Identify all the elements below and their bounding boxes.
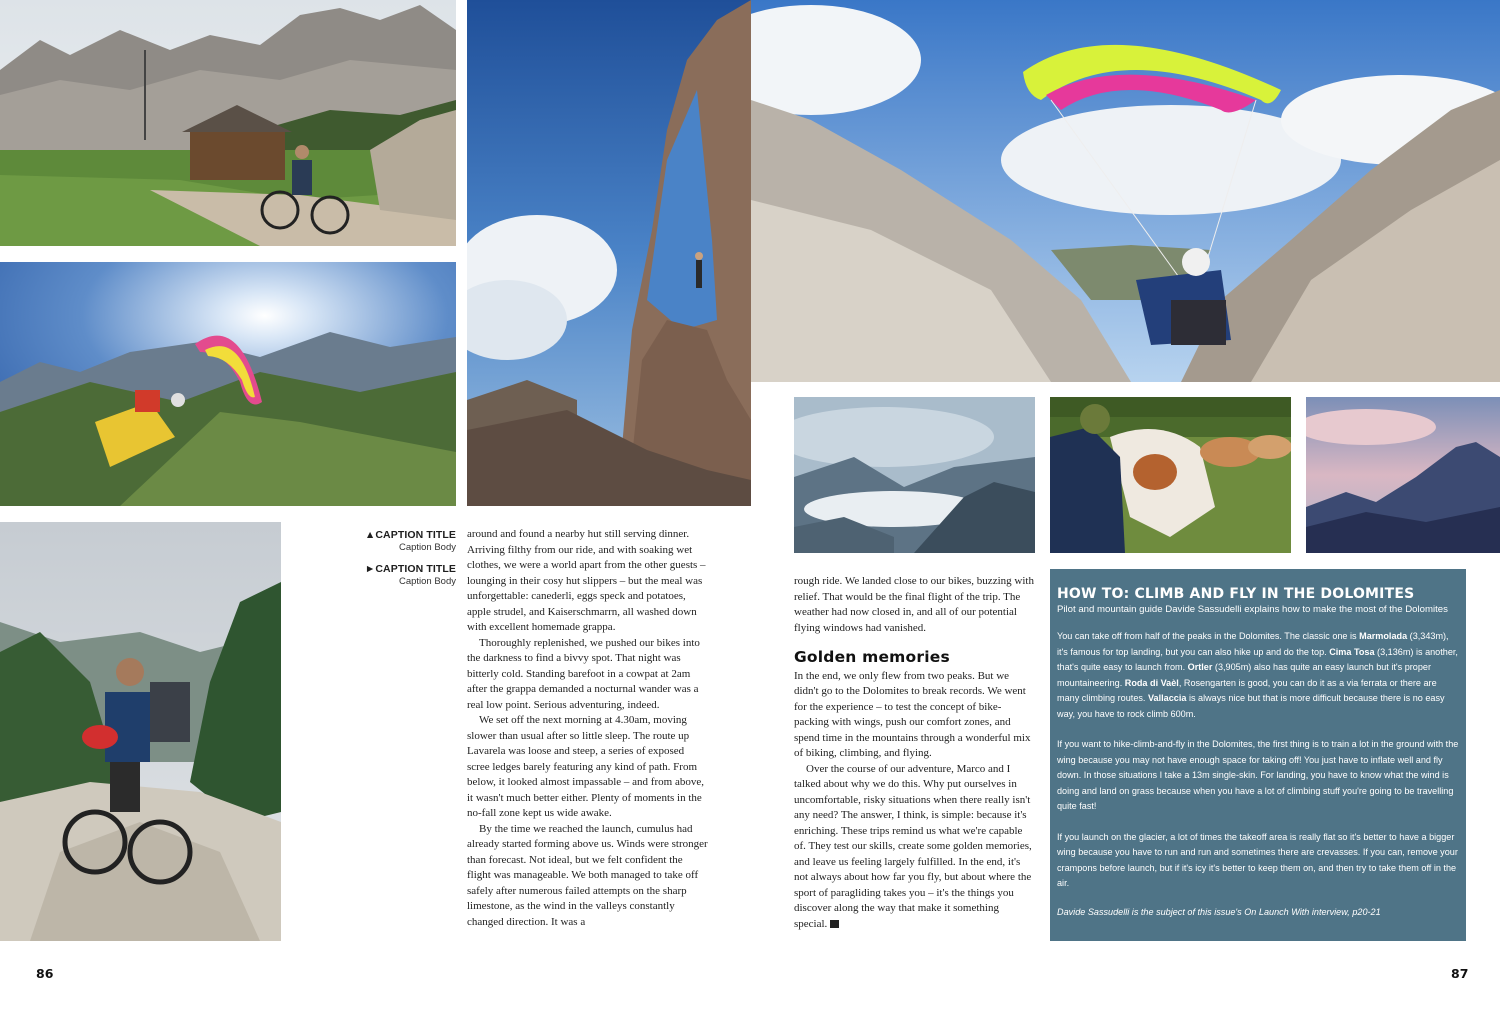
caption-block xyxy=(352,529,456,597)
photo-clouds-in-valley xyxy=(794,397,1035,553)
photo-climber-rock-arch xyxy=(467,0,751,506)
sidebar-paragraph-1 xyxy=(1057,629,1459,722)
paragraph: We set off the next morning at 4.30am, moving slower than usual after so little sleep. The route up Lavarela was loose and steep, a series of exposed scree ledges barely featuring any kind of path. From below, it looked almost impassable – and from above, it wasn't much better either. Plenty of moments in the no-fall zone kept us wide awake. xyxy=(467,714,704,819)
paragraph: Thoroughly replenished, we pushed our bikes into the darkness to find a bivvy spot. That night was bitterly cold. Standing barefoot in a cowpat at 2am after the grappa demanded a nocturnal wander was a real low point. Serious adventuring, indeed. xyxy=(467,636,700,711)
photo-cows-meadow xyxy=(1050,397,1291,553)
peak-name: Vallaccia xyxy=(1147,693,1187,703)
sidebar-text: is always nice but that is more difficult because there is no easy way, you have to rock climb 600m. xyxy=(1057,693,1445,719)
photo-dusk-peaks xyxy=(1306,397,1500,553)
paragraph: rough ride. We landed close to our bikes, buzzing with relief. That would be the final flight of the trip. The weather had now closed in, and all of our potential flying windows had vanished. xyxy=(794,575,1034,634)
article-column-1 xyxy=(467,527,709,930)
photo-bikepacker-trail xyxy=(0,522,281,941)
peak-name: Cima Tosa xyxy=(1329,646,1375,657)
page-number-right: 87 xyxy=(1451,966,1469,981)
photo-paraglider-over-valley xyxy=(0,262,456,506)
sidebar-text: You can take off from half of the peaks in the Dolomites. The classic one is xyxy=(1057,631,1360,641)
caption-body: Caption Body xyxy=(398,576,456,587)
sidebar-text: (3,343m), it's famous for top landing, but you can also hike up and do the top. xyxy=(1057,631,1449,657)
caption-arrow-right-icon: ► xyxy=(364,563,376,575)
sidebar-title: HOW TO: CLIMB AND FLY IN THE DOLOMITES xyxy=(1057,586,1415,602)
sidebar-text: , Rosengarten is good, you can do it as a via ferrata or there are many climbing routes. xyxy=(1057,677,1437,703)
sidebar-subtitle: Pilot and mountain guide Davide Sassudelli explains how to make the most of the Dolomites xyxy=(1057,604,1448,615)
photo-paraglider-wing-dolomites xyxy=(751,0,1500,382)
photo-mountain-hut-biker xyxy=(0,0,456,246)
peak-name: Ortler xyxy=(1187,662,1213,672)
end-mark-icon: C xyxy=(830,920,839,928)
sidebar-note: Davide Sassudelli is the subject of this issue's On Launch With interview, p20-21 xyxy=(1057,906,1381,917)
paragraph: around and found a nearby hut still serving dinner. Arriving filthy from our ride, and with soaking wet clothes, we were a world apart from the other guests – lounging in their cosy hut slippers – but the meal was unforgettable: canederli, eggs speck and potatoes, apple strudel, and Kaiserschmarrn, all washed down with excellent homemade grappa. xyxy=(467,528,706,633)
caption-body: Caption Body xyxy=(398,542,456,553)
peak-name: Marmolada xyxy=(1359,631,1408,641)
caption-title: CAPTION TITLE xyxy=(375,563,456,575)
sidebar-text: (3,136m) is another, that's quite easy to launch from. xyxy=(1057,646,1458,672)
article-column-2 xyxy=(794,574,1034,932)
caption-arrow-up-icon: ▲ xyxy=(364,529,376,541)
peak-name: Roda di Vaèl xyxy=(1124,677,1179,688)
sidebar-paragraph-3: If you launch on the glacier, a lot of times the takeoff area is really flat so it's better to have a bigger wing because you have to run and run and sometimes there are crevasses. If you can, remove your crampons before launch, but if it's icy it's better to keep them on, and then try to take them off in the air. xyxy=(1057,831,1458,888)
sidebar-text: (3,905m) also has quite an easy launch but it's proper mountaineering. xyxy=(1057,662,1432,688)
caption-1 xyxy=(352,529,456,554)
caption-title: CAPTION TITLE xyxy=(375,529,456,541)
paragraph-final: Over the course of our adventure, Marco and I talked about why we do this. Why put ourselves in uncomfortable, risky situations when there really isn't any need? The answer, I think, is simple: because it's enriching. These trips remind us what we're capable of. They test our skills, create some golden memories, and leave us feeling largely fulfilled. In the end, it's not always about how far you fly, but about where the sport of paragliding takes you – it's the things you discover along the way that make it something special. C xyxy=(794,762,1032,930)
page-number-left: 86 xyxy=(36,966,54,981)
paragraph: In the end, we only flew from two peaks. But we didn't go to the Dolomites to break records. We went for the experience – to test the concept of bike-packing with wings, push our comfort zones, and spend time in the mountains through a wonderful mix of biking, climbing, and flying. xyxy=(794,669,1031,759)
section-subhead: Golden memories xyxy=(794,648,950,666)
howto-sidebar xyxy=(1050,569,1466,941)
sidebar-paragraph-2: If you want to hike-climb-and-fly in the Dolomites, the first thing is to train a lot in the ground with the wing because you may not have enough space for taking off! You just have to inflate well and fly down. In those situations I take a 13m single-skin. For landing, you have to know what the wind is doing and land on grass because when you have a lot of climbing stuff you're going to be travelling quite fast! xyxy=(1057,739,1459,811)
paragraph: By the time we reached the launch, cumulus had already started forming above us. Winds were stronger than forecast. Not ideal, but we felt confident the flight was manageable. We both managed to take off safely after numerous failed attempts on the sharp limestone, as the wind in the valleys constantly changed direction. It was a xyxy=(467,822,708,928)
caption-2 xyxy=(352,563,456,588)
